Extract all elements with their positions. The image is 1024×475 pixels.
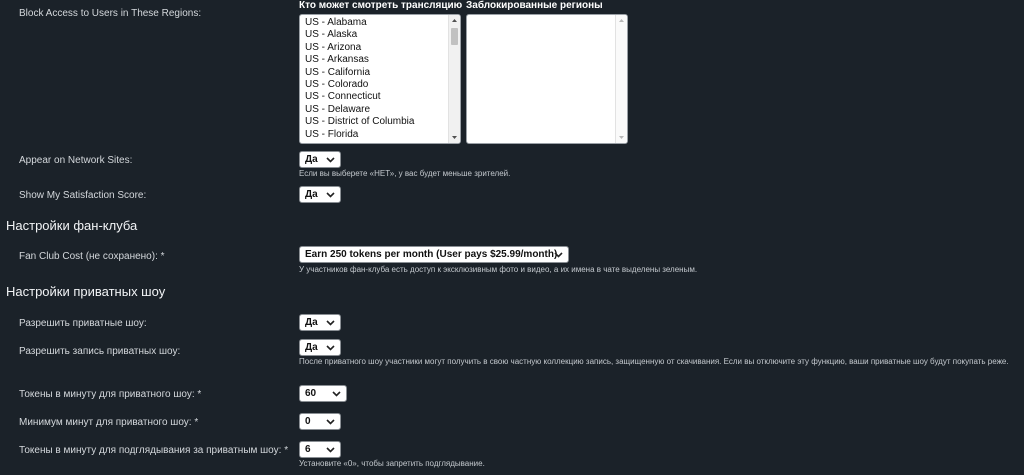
spy-tokens-hint: Установите «0», чтобы запретить подглядывание. (299, 459, 485, 468)
blocked-regions-list (467, 15, 627, 17)
record-private-label: Разрешить запись приватных шоу: (19, 346, 181, 357)
who-can-watch-scrollbar[interactable] (448, 15, 460, 143)
network-sites-value: Да (305, 154, 318, 165)
satisfaction-value: Да (305, 189, 318, 200)
tokens-per-minute-select[interactable] (299, 385, 347, 402)
who-can-watch-list (300, 15, 460, 141)
blocked-regions-header: Заблокированные регионы (466, 0, 603, 11)
network-sites-label: Appear on Network Sites: (19, 155, 133, 166)
who-can-watch-header: Кто может смотреть трансляцию (299, 0, 463, 11)
fanclub-cost-value: Earn 250 tokens per month (User pays $25.99/month) (305, 249, 558, 260)
blocked-regions-scrollbar[interactable] (615, 15, 627, 143)
chevron-down-icon (326, 343, 335, 352)
chevron-down-icon (332, 389, 341, 398)
min-minutes-value: 0 (305, 416, 311, 427)
region-option[interactable]: US - Delaware (305, 103, 371, 115)
satisfaction-label: Show My Satisfaction Score: (19, 190, 147, 201)
region-option[interactable]: US - Alaska (305, 29, 358, 41)
chevron-down-icon (554, 250, 563, 259)
region-option[interactable]: US - Colorado (305, 78, 369, 90)
spy-tokens-select[interactable] (299, 441, 341, 458)
fanclub-cost-select[interactable] (299, 246, 569, 263)
region-option[interactable]: US - Arizona (305, 41, 362, 53)
tokens-per-minute-value: 60 (305, 388, 317, 399)
spy-tokens-value: 6 (305, 444, 311, 455)
allow-private-select[interactable] (299, 314, 341, 331)
allow-private-value: Да (305, 317, 318, 328)
scroll-down-arrow-icon[interactable] (449, 132, 460, 143)
who-can-watch-listbox[interactable] (299, 14, 461, 144)
tokens-per-minute-label: Токены в минуту для приватного шоу: * (19, 389, 202, 400)
allow-private-label: Разрешить приватные шоу: (19, 318, 147, 329)
record-private-select[interactable] (299, 339, 341, 356)
chevron-down-icon (326, 417, 335, 426)
region-option[interactable]: US - California (305, 66, 371, 78)
private-heading: Настройки приватных шоу (6, 284, 166, 299)
fanclub-heading: Настройки фан-клуба (6, 218, 138, 233)
min-minutes-select[interactable] (299, 413, 341, 430)
satisfaction-select[interactable] (299, 186, 341, 203)
region-option[interactable]: US - Florida (305, 128, 359, 140)
network-sites-hint: Если вы выберете «НЕТ», у вас будет меньше зрителей. (299, 169, 511, 178)
spy-tokens-label: Токены в минуту для подглядывания за приватным шоу: * (19, 445, 289, 456)
min-minutes-label: Минимум минут для приватного шоу: * (19, 417, 199, 428)
region-option[interactable]: US - District of Columbia (305, 116, 415, 128)
region-option[interactable]: US - Arkansas (305, 54, 369, 66)
blocked-regions-listbox[interactable] (466, 14, 628, 144)
chevron-down-icon (326, 155, 335, 164)
region-option[interactable]: US - Alabama (305, 17, 367, 28)
scroll-up-arrow-icon[interactable] (616, 15, 627, 26)
scroll-up-arrow-icon[interactable] (449, 15, 460, 26)
region-option[interactable]: US - Connecticut (305, 91, 381, 103)
fanclub-cost-label: Fan Club Cost (не сохранено): * (19, 251, 165, 262)
scrollbar-thumb[interactable] (451, 28, 458, 45)
network-sites-select[interactable] (299, 151, 341, 168)
block-regions-label: Block Access to Users in These Regions: (19, 8, 202, 19)
record-private-hint: После приватного шоу участники могут получить в свою частную коллекцию запись, защищенную от скачивания. Если вы отключите эту функцию, ваши приватные шоу будут покупать реже. (299, 357, 1009, 366)
record-private-value: Да (305, 342, 318, 353)
chevron-down-icon (326, 445, 335, 454)
chevron-down-icon (326, 318, 335, 327)
scroll-down-arrow-icon[interactable] (616, 132, 627, 143)
fanclub-hint: У участников фан-клуба есть доступ к эксклюзивным фото и видео, а их имена в чате выделены зеленым. (299, 265, 698, 274)
chevron-down-icon (326, 190, 335, 199)
